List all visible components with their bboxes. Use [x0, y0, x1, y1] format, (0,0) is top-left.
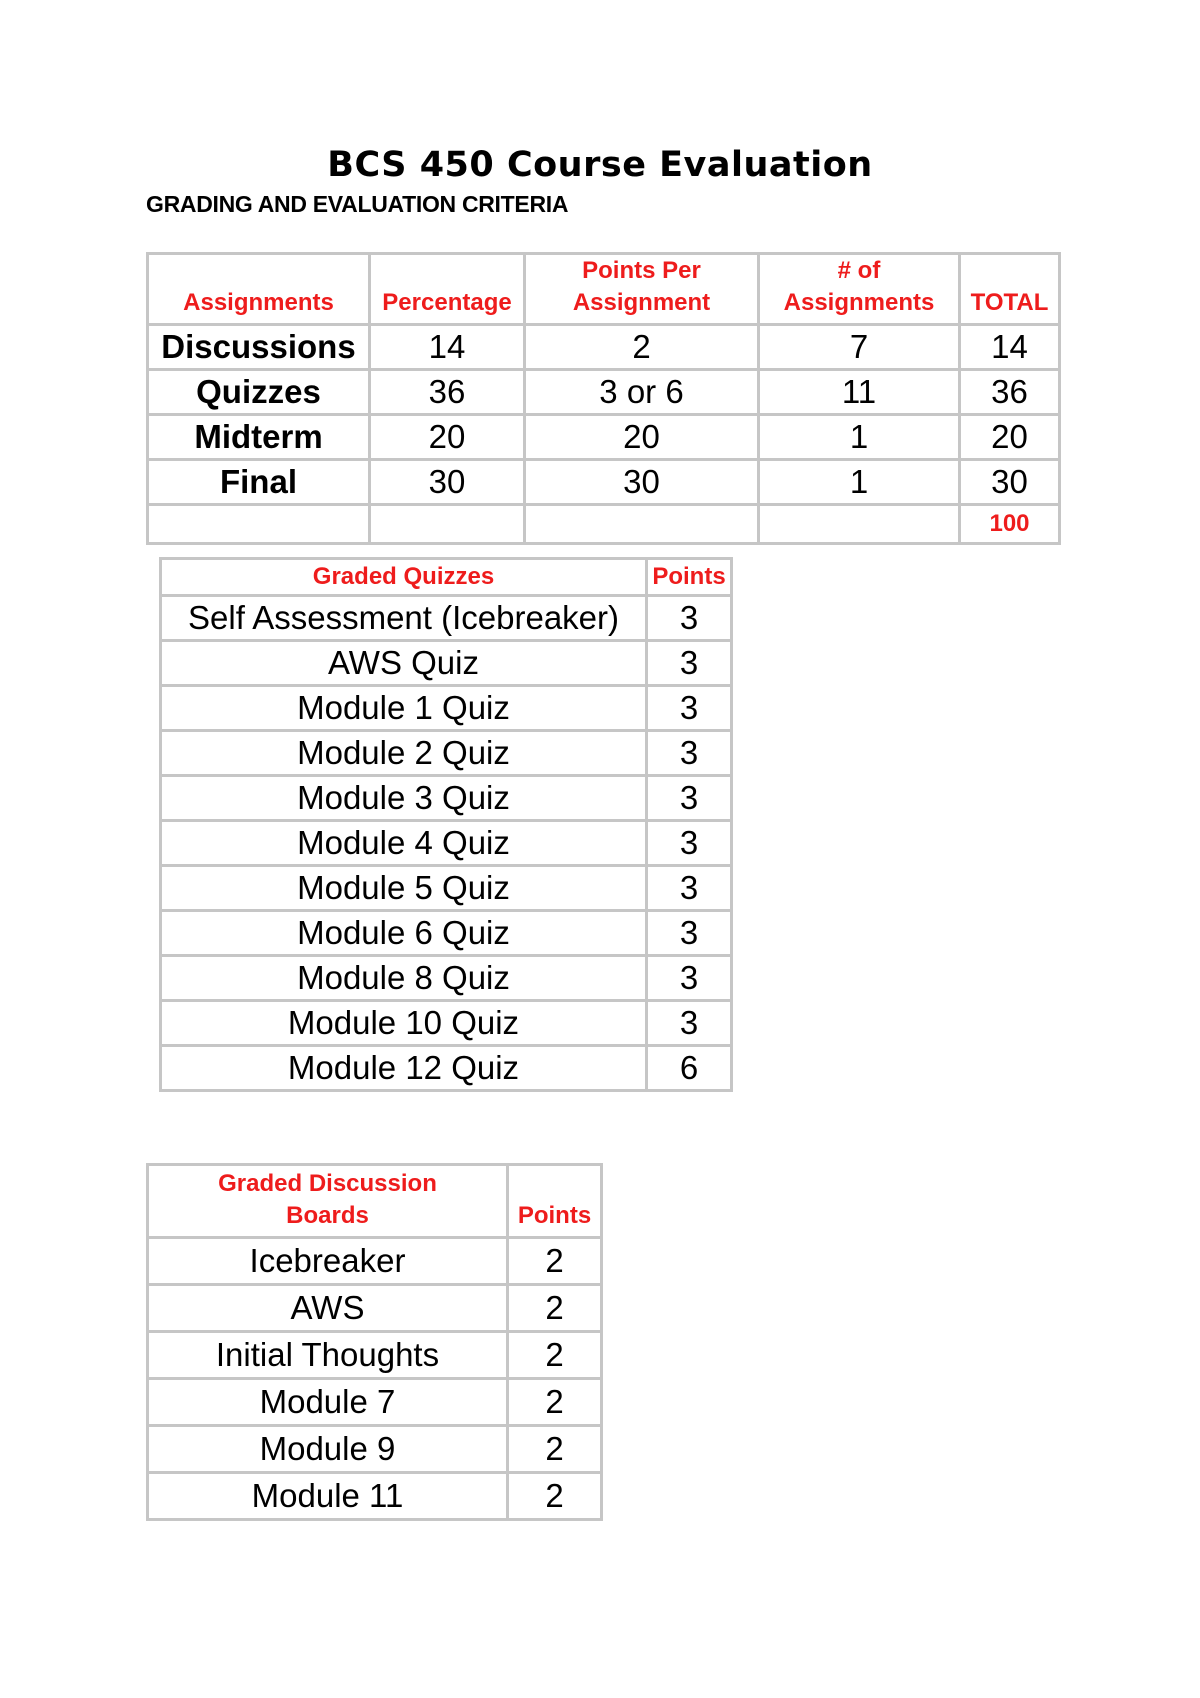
count-cell: 1	[759, 415, 960, 460]
discussion-name: Module 11	[148, 1473, 508, 1520]
table-row	[148, 1379, 602, 1426]
empty-cell	[759, 505, 960, 544]
empty-cell	[148, 505, 370, 544]
discussion-name: Module 7	[148, 1379, 508, 1426]
header-number-of-assignments	[759, 254, 960, 325]
percentage-cell: 30	[370, 460, 525, 505]
quiz-points: 3	[647, 866, 732, 911]
quizzes-header-row	[161, 559, 732, 596]
header-points-per-line2: Assignment	[572, 289, 711, 316]
header-count-line1: # of	[837, 257, 881, 284]
table-row	[161, 641, 732, 686]
quiz-name: Module 5 Quiz	[161, 866, 647, 911]
header-assignments: Assignments	[148, 254, 370, 325]
quiz-name: Module 10 Quiz	[161, 1001, 647, 1046]
discussion-name: AWS	[148, 1285, 508, 1332]
table-row	[161, 596, 732, 641]
table-row	[148, 460, 1060, 505]
header-points: Points	[647, 559, 732, 596]
table-row	[148, 415, 1060, 460]
header-points: Points	[508, 1165, 602, 1238]
assignment-name: Final	[148, 460, 370, 505]
table-row	[148, 1426, 602, 1473]
quiz-name: Module 3 Quiz	[161, 776, 647, 821]
header-points-per-assignment	[525, 254, 759, 325]
grading-header-row	[148, 254, 1060, 325]
discussion-points: 2	[508, 1473, 602, 1520]
count-cell: 7	[759, 325, 960, 370]
table-row	[161, 686, 732, 731]
header-discussion-line1: Graded Discussion	[218, 1170, 437, 1197]
header-points-per-line1: Points Per	[582, 257, 701, 284]
quiz-points: 3	[647, 686, 732, 731]
empty-cell	[525, 505, 759, 544]
discussion-points: 2	[508, 1238, 602, 1285]
table-row	[161, 956, 732, 1001]
table-row	[148, 1285, 602, 1332]
table-row	[161, 776, 732, 821]
quiz-name: Module 12 Quiz	[161, 1046, 647, 1091]
discussion-points: 2	[508, 1285, 602, 1332]
quiz-points: 3	[647, 911, 732, 956]
quiz-points: 3	[647, 596, 732, 641]
table-row	[148, 1332, 602, 1379]
quiz-name: Module 8 Quiz	[161, 956, 647, 1001]
graded-quizzes-table	[159, 557, 733, 1092]
quiz-points: 3	[647, 776, 732, 821]
discussion-name: Initial Thoughts	[148, 1332, 508, 1379]
quiz-points: 3	[647, 1001, 732, 1046]
table-row	[148, 370, 1060, 415]
header-discussion-line2: Boards	[286, 1202, 369, 1229]
grand-total-row	[148, 505, 1060, 544]
header-count-line2: Assignments	[783, 289, 935, 316]
assignment-name: Quizzes	[148, 370, 370, 415]
quiz-points: 3	[647, 956, 732, 1001]
table-row	[161, 731, 732, 776]
percentage-cell: 36	[370, 370, 525, 415]
table-row	[161, 911, 732, 956]
table-row	[161, 821, 732, 866]
quiz-name: Module 2 Quiz	[161, 731, 647, 776]
assignment-name: Discussions	[148, 325, 370, 370]
header-percentage: Percentage	[370, 254, 525, 325]
document-title: BCS 450 Course Evaluation	[327, 145, 873, 185]
quiz-name: Module 1 Quiz	[161, 686, 647, 731]
count-cell: 11	[759, 370, 960, 415]
quiz-points: 6	[647, 1046, 732, 1091]
quiz-points: 3	[647, 641, 732, 686]
points-per-cell: 2	[525, 325, 759, 370]
discussion-points: 2	[508, 1426, 602, 1473]
points-per-cell: 30	[525, 460, 759, 505]
table-row	[161, 1046, 732, 1091]
table-row	[148, 1473, 602, 1520]
document-subtitle: GRADING AND EVALUATION CRITERIA	[146, 191, 569, 217]
grading-criteria-table	[146, 252, 1061, 545]
total-cell: 36	[960, 370, 1060, 415]
table-row	[148, 1238, 602, 1285]
table-row	[148, 325, 1060, 370]
total-cell: 14	[960, 325, 1060, 370]
discussion-points: 2	[508, 1332, 602, 1379]
header-total: TOTAL	[960, 254, 1060, 325]
header-graded-discussion-boards	[148, 1165, 508, 1238]
quiz-name: Self Assessment (Icebreaker)	[161, 596, 647, 641]
percentage-cell: 20	[370, 415, 525, 460]
quiz-name: Module 6 Quiz	[161, 911, 647, 956]
discussion-points: 2	[508, 1379, 602, 1426]
count-cell: 1	[759, 460, 960, 505]
header-graded-quizzes: Graded Quizzes	[161, 559, 647, 596]
total-cell: 20	[960, 415, 1060, 460]
graded-discussion-boards-table	[146, 1163, 603, 1521]
empty-cell	[370, 505, 525, 544]
total-cell: 30	[960, 460, 1060, 505]
quiz-points: 3	[647, 821, 732, 866]
table-row	[161, 866, 732, 911]
discussion-name: Module 9	[148, 1426, 508, 1473]
percentage-cell: 14	[370, 325, 525, 370]
table-row	[161, 1001, 732, 1046]
points-per-cell: 20	[525, 415, 759, 460]
assignment-name: Midterm	[148, 415, 370, 460]
grand-total-cell: 100	[960, 505, 1060, 544]
quiz-points: 3	[647, 731, 732, 776]
discussion-name: Icebreaker	[148, 1238, 508, 1285]
quiz-name: Module 4 Quiz	[161, 821, 647, 866]
points-per-cell: 3 or 6	[525, 370, 759, 415]
quiz-name: AWS Quiz	[161, 641, 647, 686]
discussions-header-row	[148, 1165, 602, 1238]
